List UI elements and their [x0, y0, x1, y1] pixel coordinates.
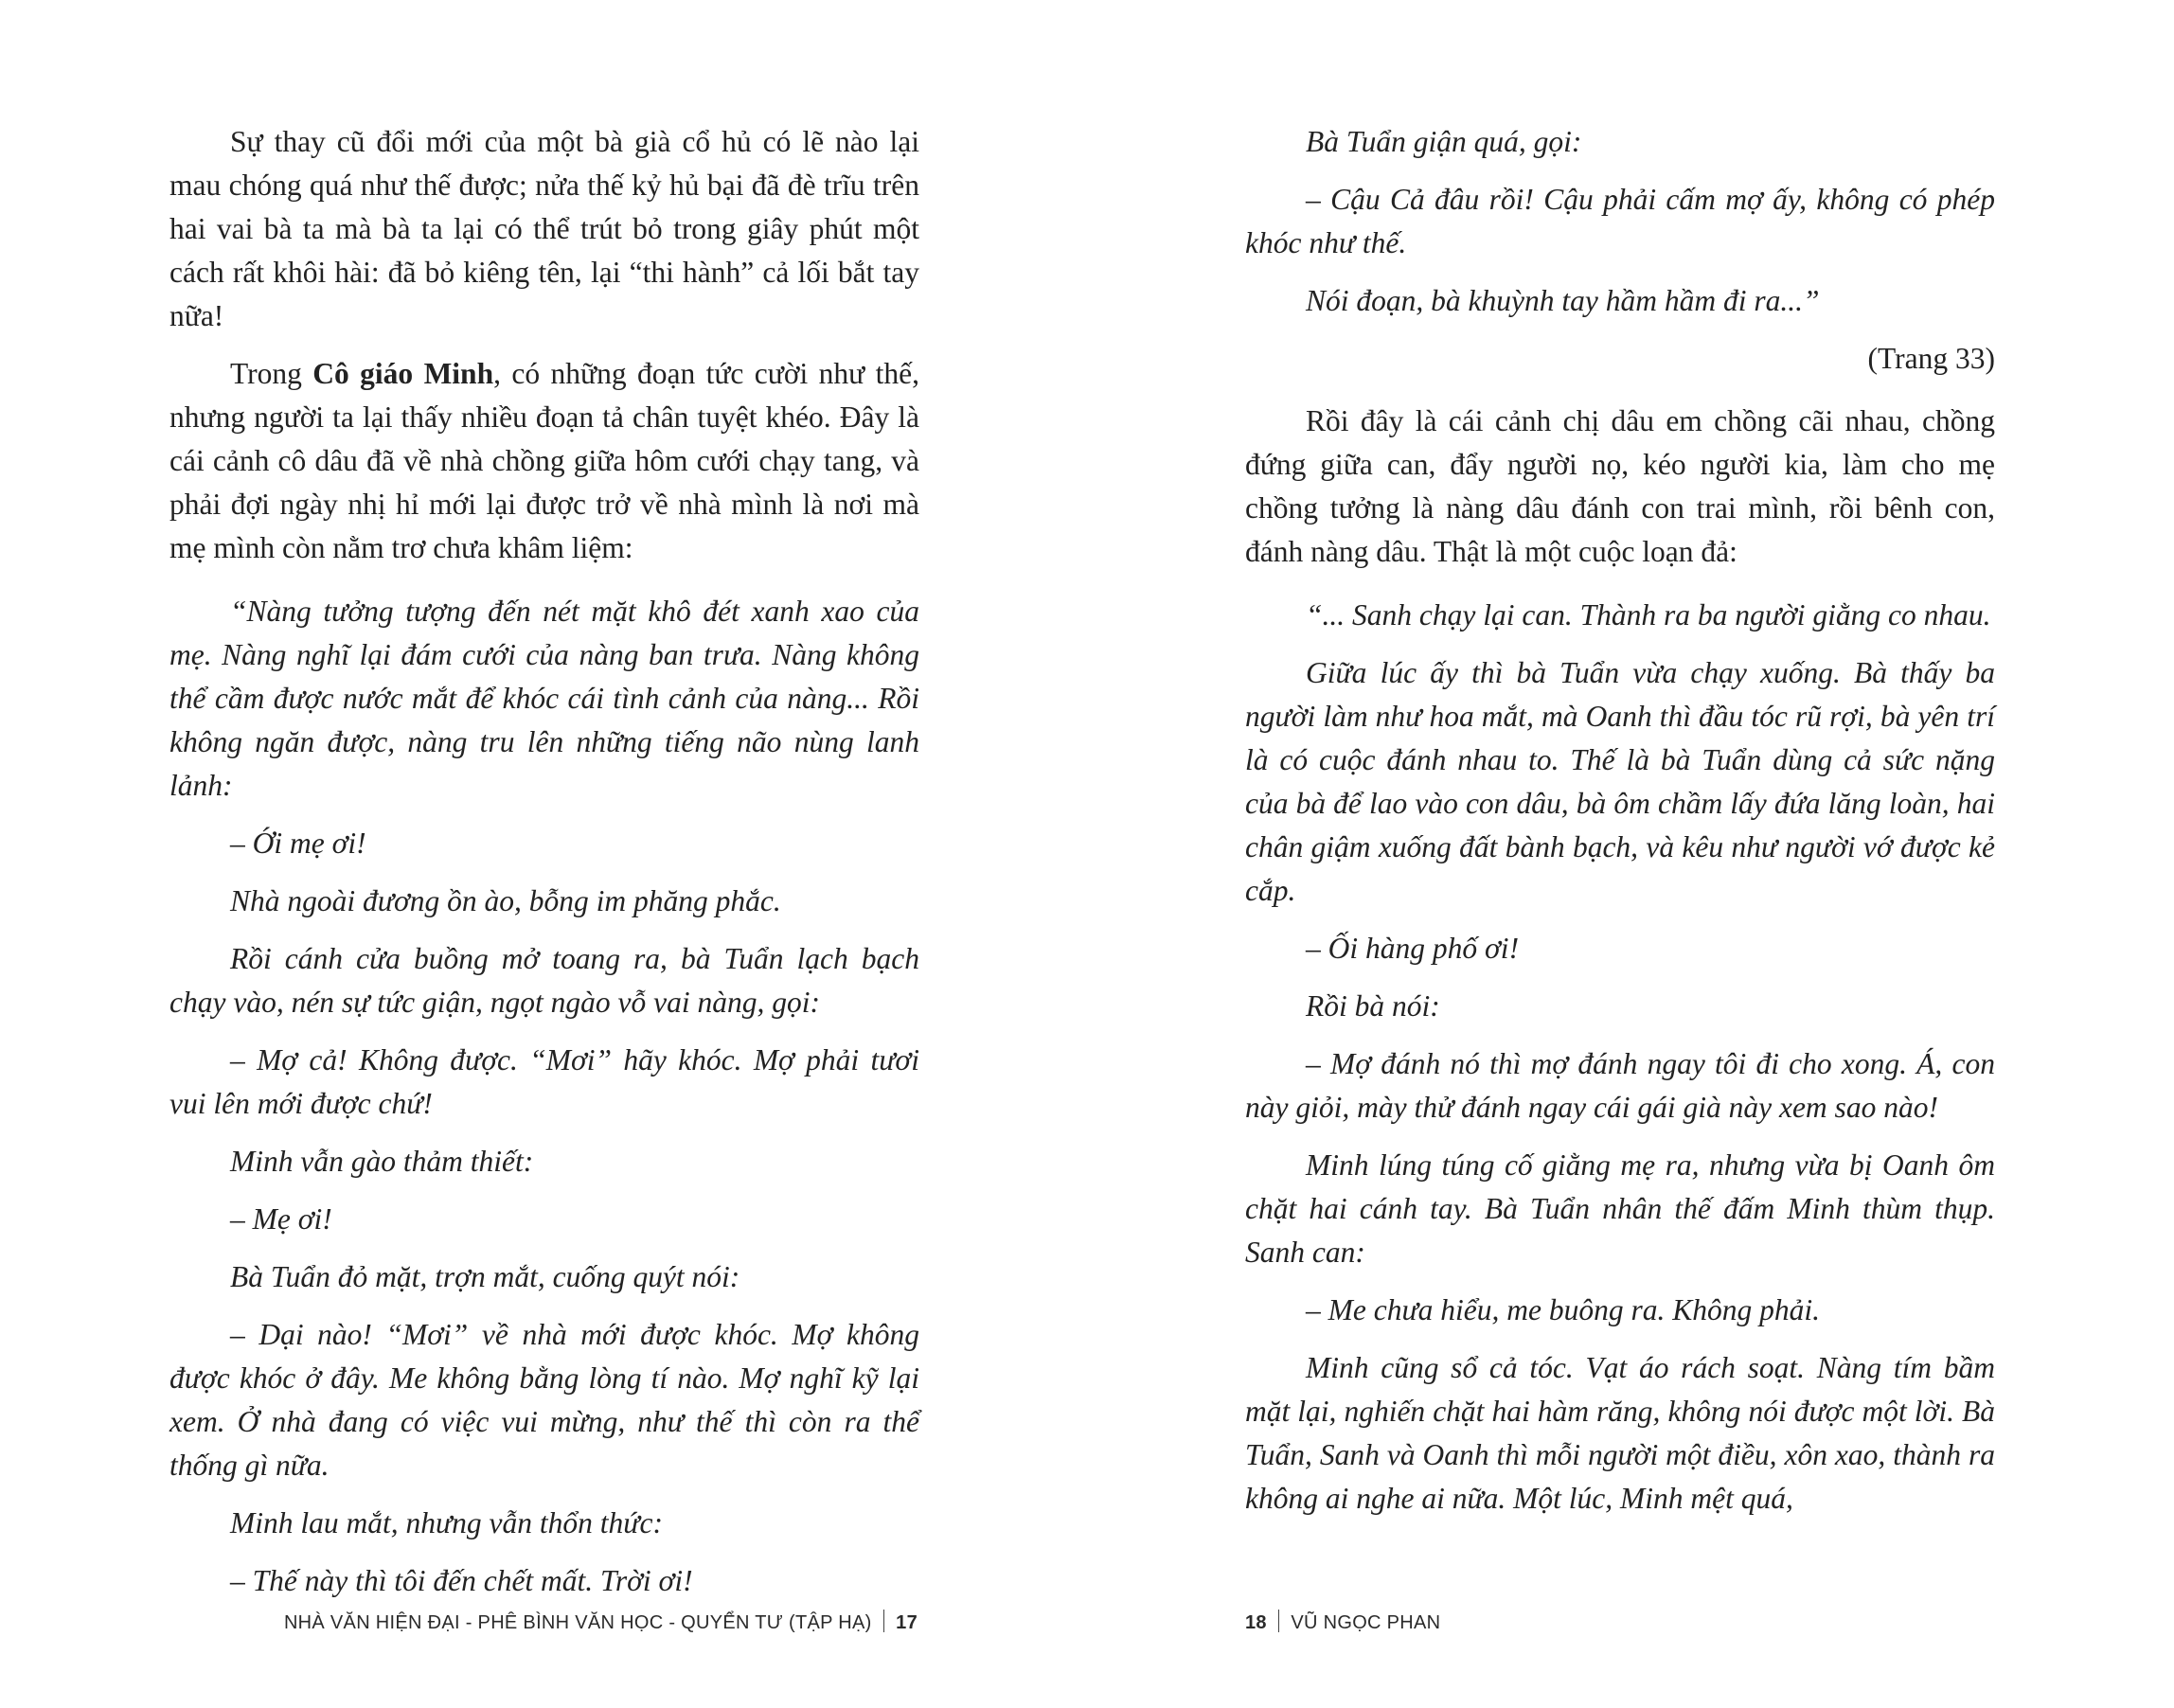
- quote-paragraph: – Ối hàng phố ơi!: [1306, 932, 1520, 965]
- paragraph: Sự thay cũ đổi mới của một bà già cổ hủ có lẽ nào lại mau chóng quá như thế được; nửa thế kỷ hủ bại đã đè trĩu trên hai vai bà ta mà bà ta lại có thể trút bỏ trong giây phút một cách rất khôi hài: đã bỏ kiêng tên, lại “thi hành” cả lối bắt tay nữa!: [169, 125, 919, 332]
- quote-paragraph: – Mợ cả! Không được. “Mơi” hãy khóc. Mợ phải tươi vui lên mới được chứ!: [169, 1043, 919, 1120]
- quote-paragraph: Bà Tuẩn giận quá, gọi:: [1306, 125, 1582, 158]
- running-footer-right: [1245, 1610, 1440, 1634]
- left-page-text: [169, 120, 919, 1617]
- quote-paragraph: Minh cũng sổ cả tóc. Vạt áo rách soạt. Nàng tím bầm mặt lại, nghiến chặt hai hàm răng, không nói được một lời. Bà Tuẩn, Sanh và Oanh thì mỗi người một điều, xôn xao, thành ra không ai nghe ai nữa. Một lúc, Minh mệt quá,: [1245, 1351, 1995, 1515]
- quote-paragraph: Giữa lúc ấy thì bà Tuẩn vừa chạy xuống. Bà thấy ba người làm như hoa mắt, mà Oanh thì đầu tóc rũ rợi, bà yên trí là có cuộc đánh nhau to. Thế là bà Tuẩn dùng cả sức nặng của bà để lao vào con dâu, bà ôm chầm lấy đứa lăng loàn, hai chân giậm xuống đất bành bạch, và kêu như người vớ được kẻ cắp.: [1245, 656, 1995, 907]
- quote-paragraph: “... Sanh chạy lại can. Thành ra ba người giằng co nhau.: [1306, 598, 1991, 632]
- quote-paragraph: – Cậu Cả đâu rồi! Cậu phải cấm mợ ấy, không có phép khóc như thế.: [1245, 183, 1995, 259]
- quote-paragraph: – Me chưa hiểu, me buông ra. Không phải.: [1306, 1293, 1820, 1326]
- footer-divider: [1278, 1610, 1280, 1632]
- quote-paragraph: – Ới mẹ ơi!: [230, 827, 366, 860]
- right-page: [1087, 0, 2174, 1708]
- quote-paragraph: – Thế này thì tôi đến chết mất. Trời ơi!: [230, 1564, 693, 1597]
- quote-paragraph: – Mợ đánh nó thì mợ đánh ngay tôi đi cho xong. Á, con này giỏi, mày thử đánh ngay cái gái già này xem sao nào!: [1245, 1047, 1995, 1124]
- quote-paragraph: Minh lúng túng cố giằng mẹ ra, nhưng vừa bị Oanh ôm chặt hai cánh tay. Bà Tuẩn nhân thế đấm Minh thùm thụp. Sanh can:: [1245, 1148, 1995, 1269]
- quote-paragraph: Rồi cánh cửa buồng mở toang ra, bà Tuẩn lạch bạch chạy vào, nén sự tức giận, ngọt ngào vỗ vai nàng, gọi:: [169, 942, 919, 1019]
- quote-paragraph: Nói đoạn, bà khuỳnh tay hầm hầm đi ra...”: [1306, 284, 1820, 317]
- quote-paragraph: “Nàng tưởng tượng đến nét mặt khô đét xanh xao của mẹ. Nàng nghĩ lại đám cưới của nàng ban trưa. Nàng không thể cầm được nước mắt để khóc cái tình cảnh của nàng... Rồi không ngăn được, nàng tru lên những tiếng não nùng lanh lảnh:: [169, 595, 919, 802]
- paragraph-text: Trong: [230, 357, 313, 390]
- quote-paragraph: Nhà ngoài đương ồn ào, bỗng im phăng phắc.: [230, 884, 781, 917]
- footer-book-title: NHÀ VĂN HIỆN ĐẠI - PHÊ BÌNH VĂN HỌC - QUYỂN TƯ (TẬP HẠ): [283, 1612, 872, 1633]
- book-title-bold: Cô giáo Minh: [312, 357, 494, 390]
- running-footer-left: [284, 1610, 918, 1634]
- quote-paragraph: Bà Tuẩn đỏ mặt, trợn mắt, cuống quýt nói:: [230, 1260, 740, 1293]
- footer-divider: [883, 1610, 885, 1632]
- citation: (Trang 33): [1867, 342, 1995, 375]
- paragraph: Rồi đây là cái cảnh chị dâu em chồng cãi nhau, chồng đứng giữa can, đẩy người nọ, kéo người kia, làm cho mẹ chồng tưởng là nàng dâu đánh con trai mình, rồi bênh con, đánh nàng dâu. Thật là một cuộc loạn đả:: [1245, 404, 1995, 568]
- paragraph-text: , có những đoạn tức cười như thế, nhưng người ta lại thấy nhiều đoạn tả chân tuyệt khéo. Đây là cái cảnh cô dâu đã về nhà chồng giữa hôm cưới chạy tang, và phải đợi ngày nhị hỉ mới lại được trở về nhà mình là nơi mà mẹ mình còn nằm trơ chưa khâm liệm:: [169, 357, 919, 564]
- page-number: 17: [896, 1612, 918, 1633]
- quote-paragraph: Minh vẫn gào thảm thiết:: [230, 1145, 534, 1178]
- quote-paragraph: – Mẹ ơi!: [230, 1202, 332, 1236]
- right-page-text: [1245, 120, 1995, 1535]
- paragraph-intro: [169, 352, 919, 570]
- quote-paragraph: – Dại nào! “Mơi” về nhà mới được khóc. Mợ không được khóc ở đây. Me không bằng lòng tí nào. Mợ nghĩ kỹ lại xem. Ở nhà đang có việc vui mừng, như thế thì còn ra thể thống gì nữa.: [169, 1318, 919, 1482]
- page-number: 18: [1245, 1612, 1267, 1633]
- footer-author: VŨ NGỌC PHAN: [1291, 1612, 1441, 1633]
- quote-paragraph: Rồi bà nói:: [1306, 989, 1440, 1023]
- quote-paragraph: Minh lau mắt, nhưng vẫn thổn thức:: [230, 1506, 663, 1539]
